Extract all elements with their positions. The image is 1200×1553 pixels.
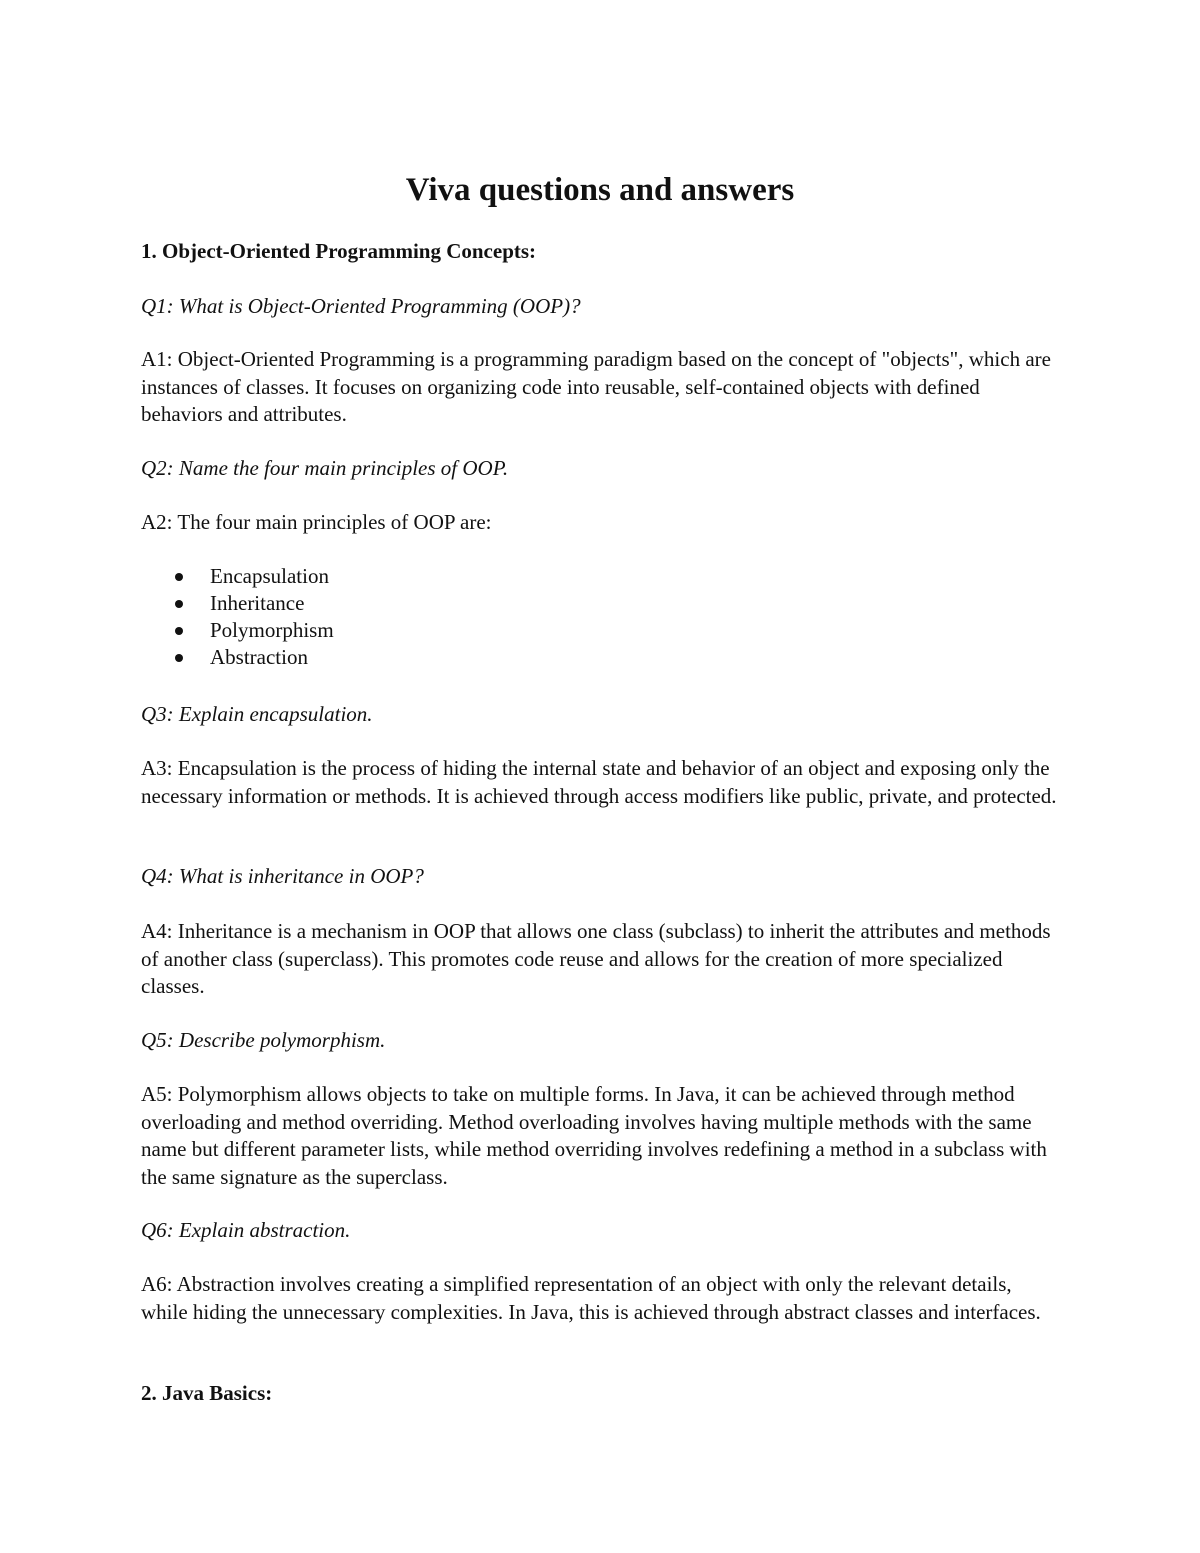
question-2: Q2: Name the four main principles of OOP. [141,456,509,480]
bullet-icon [175,627,183,635]
list-item-label: Polymorphism [210,618,334,642]
answer-1: A1: Object-Oriented Programming is a programming paradigm based on the concept of "objects", which are instances of classes. It focuses on organizing code into reusable, self-contained objects with defined behaviors and attributes. [141,347,1051,426]
list-item [141,590,741,617]
list-item-label: Abstraction [210,645,308,669]
question-6: Q6: Explain abstraction. [141,1218,351,1242]
question-1: Q1: What is Object-Oriented Programming (OOP)? [141,294,581,318]
list-item-label: Encapsulation [210,564,329,588]
question-4: Q4: What is inheritance in OOP? [141,864,424,888]
answer-5: A5: Polymorphism allows objects to take on multiple forms. In Java, it can be achieved through method overloading and method overriding. Method overloading involves having multiple methods with the same name but different parameter lists, while method overriding involves redefining a method in a subclass with the same signature as the superclass. [141,1082,1047,1189]
principles-list [141,563,741,671]
bullet-icon [175,654,183,662]
bullet-icon [175,600,183,608]
list-item [141,563,741,590]
list-item-label: Inheritance [210,591,305,615]
question-3: Q3: Explain encapsulation. [141,702,373,726]
question-5: Q5: Describe polymorphism. [141,1028,386,1052]
answer-2: A2: The four main principles of OOP are: [141,510,492,534]
list-item [141,617,741,644]
section-heading-java-basics: 2. Java Basics: [141,1381,273,1405]
answer-4: A4: Inheritance is a mechanism in OOP that allows one class (subclass) to inherit the attributes and methods of another class (superclass). This promotes code reuse and allows for the creation of more specialized classes. [141,919,1051,998]
list-item [141,644,741,671]
page-title: Viva questions and answers [405,172,795,208]
bullet-icon [175,573,183,581]
answer-3: A3: Encapsulation is the process of hiding the internal state and behavior of an object and exposing only the necessary information or methods. It is achieved through access modifiers like public, private, and protected. [141,756,1057,808]
section-heading-oop: 1. Object-Oriented Programming Concepts: [141,239,537,263]
answer-6: A6: Abstraction involves creating a simplified representation of an object with only the relevant details, while hiding the unnecessary complexities. In Java, this is achieved through abstract classes and interfaces. [141,1272,1041,1324]
